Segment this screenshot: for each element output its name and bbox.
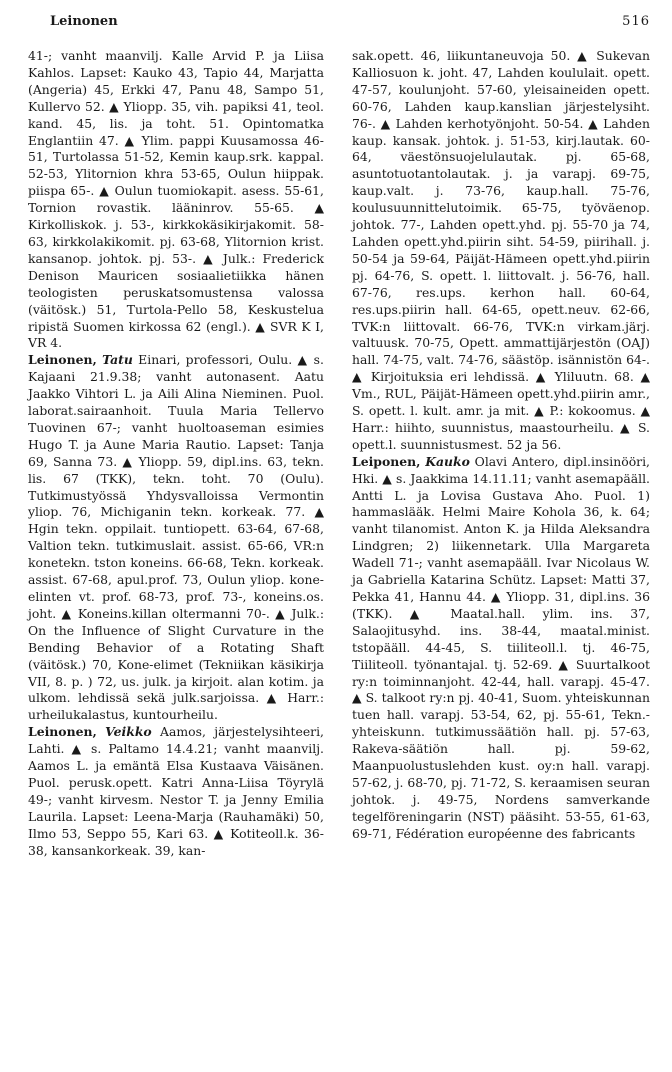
biography-entry-kauko-leiponen <box>352 454 650 843</box>
entry-text: Einari, professori, Oulu. ▲ s. Kajaani 21.9.38; vanht autonasent. Aatu Jaakko Vihtori L. ja Aili Alina Nieminen. Puol. laborat.sairaanhoit. Tuula Maria Tellervo Tuovinen 67-; vanht huoltoaseman esimies Hugo T. ja Aune Maria Rautio. Lapset: Tanja 69, Sanna 73. ▲ Yliopp. 59, dipl.ins. 63, tekn. lis. 67 (TKK), tekn. toht. 70 (Oulu). Tutkimustyössä Yhdysvalloissa Vermontin yliop. 76, Michiganin tekn. korkeak. 77. ▲ Hgin tekn. oppilait. tuntiopett. 63-64, 67-68, Valtion tekn. tutkimuslait. assist. 65-66, VR:n konetekn. tston koneins. 66-68, Tekn. korkeak. assist. 67-68, apul.prof. 73, Oulun yliop. kone-elinten vt. prof. 68-73, prof. 73-, koneins.os. joht. ▲ Koneins.killan oltermanni 70-. ▲ Julk.: On the Influence of Slight Curvature in the Bending Behavior of a Rotating Shaft (väitösk.) 70, Kone-elimet (Tekniikan käsikirja VII, 8. p. ) 72, us. julk. ja kirjoit. alan kotim. ja ulkom. lehdissä sekä julk.sarjoissa. ▲ Harr.: urheilukalastus, kuntourheilu. <box>28 352 324 723</box>
entry-given-name: Tatu <box>102 352 133 368</box>
biography-entry-veikko-leinonen <box>28 724 324 859</box>
entry-given-name: Veikko <box>105 724 152 740</box>
page-number: 516 <box>622 14 650 29</box>
right-column <box>352 48 650 843</box>
entry-text: Olavi Antero, dipl.insinööri, Hki. ▲ s. Jaakkima 14.11.11; vanht asemapääll. Antti L. ja Lovisa Gustava Aho. Puol. 1) hammaslääk. Helmi Maire Kohola 36, k. 64; vanht tilanomist. Anton K. ja Hilda Aleksandra Lindgren; 2) liikennetark. Ulla Margareta Wadell 71-; vanht asemapääll. Ivar Nicolaus W. ja Gabriella Katarina Schütz. Lapset: Matti 37, Pekka 41, Hannu 44. ▲ Yliopp. 31, dipl.ins. 36 (TKK). ▲ Maatal.hall. ylim. ins. 37, Salaojitusyhd. ins. 38-44, maatal.minist. tstopääll. 44-45, S. tiiliteoll.l. tj. 46-75, Tiiliteoll. työnantajal. tj. 52-69. ▲ Suurtalkoot ry:n toiminnanjoht. 42-44, hall. varapj. 45-47. ▲ S. talkoot ry:n pj. 40-41, Suom. yhteiskunnan tuen hall. varapj. 53-54, 62, pj. 55-61, Tekn.-yhteiskunn. tutkimussäätiön hall. pj. 57-63, Rakeva-säätiön hall. pj. 59-62, Maanpuolustuslehden kust. oy:n hall. varapj. 57-62, j. 68-70, pj. 71-72, S. keraamisen seuran johtok. j. 49-75, Nordens samverkande tegelföreningarin (NST) pääsiht. 53-55, 61-63, 69-71, Fédération européenne des fabricants <box>352 453 650 841</box>
entry-surname: Leiponen, <box>352 453 421 469</box>
left-column <box>28 48 324 860</box>
entry-continuation: 41-; vanht maanvilj. Kalle Arvid P. ja Liisa Kahlos. Lapset: Kauko 43, Tapio 44, Marjatta (Angeria) 45, Erkki 47, Panu 48, Sampo 51, Kullervo 52. ▲ Yliopp. 35, vih. papiksi 41, teol. kand. 45, lis. ja toht. 51. Opintomatka Englantiin 47. ▲ Ylim. pappi Kuusamossa 46-51, Turtolassa 51-52, Kemin kaup.srk. kappal. 52-53, Ylitornion khra 53-65, Oulun hiippak. piispa 65-. ▲ Oulun tuomiokapit. asess. 55-61, Tornion rovastik. lääninrov. 55-65. ▲ Kirkolliskok. j. 53-, kirkkokäsikirjakomit. 58-63, kirkkolakikomit. pj. 63-68, Ylitornion krist. kansanop. johtok. pj. 53-. ▲ Julk.: Frederick Denison Mauricen sosiaalietiikka hänen teologisten peruskatsomustensa valossa (väitösk.) 51, Turtola-Pello 58, Keskustelua ripistä Suomen kirkossa 62 (engl.). ▲ SVR K I, VR 4. <box>28 48 324 351</box>
entry-text: Aamos, järjestelysihteeri, Lahti. ▲ s. Paltamo 14.4.21; vanht maanvilj. Aamos L. ja emäntä Elsa Kustaava Väisänen. Puol. perusk.opett. Katri Anna-Liisa Töyrylä 49-; vanht kirvesm. Nestor T. ja Jenny Emilia Laurila. Lapset: Leena-Marja (Rauhamäki) 50, Ilmo 53, Seppo 55, Kari 63. ▲ Kotiteoll.k. 36-38, kansankorkeak. 39, kan- <box>28 724 324 858</box>
entry-continuation: sak.opett. 46, liikuntaneuvoja 50. ▲ Sukevan Kalliosuon k. joht. 47, Lahden koululait. opett. 47-57, koulunjoht. 57-60, yleisaineiden opett. 60-76, Lahden kaup.kanslian järjestelysiht. 76-. ▲ Lahden kerhotyönjoht. 50-54. ▲ Lahden kaup. kansak. johtok. j. 51-53, kirj.lautak. 60-64, väestönsuojelulautak. pj. 65-68, asuntotuotantolautak. j. ja varapj. 69-75, kaup.valt. j. 73-76, kaup.hall. 75-76, koulusuunnittelutoimik. 65-75, työväenop. johtok. 77-, Lahden opett.yhd. pj. 55-70 ja 74, Lahden opett.yhd.piirin siht. 54-59, piirihall. j. 50-54 ja 59-64, Päijät-Hämeen opett.yhd.piirin pj. 64-76, S. opett. l. liittovalt. j. 56-76, hall. 67-76, res.ups. kerhon hall. 60-64, res.ups.piirin hall. 64-65, opett.neuv. 62-66, TVK:n liittovalt. 66-76, TVK:n virkam.järj. valtuusk. 70-75, Opett. ammattijärjestön (OAJ) hall. 74-75, valt. 74-76, säästöp. isännistön 64-. ▲ Kirjoituksia eri lehdissä. ▲ Yliluutn. 68. ▲ Vm., RUL, Päijät-Hämeen opett.yhd.piirin amr., S. opett. l. kult. amr. ja mit. ▲ P.: kokoomus. ▲ Harr.: hiihto, suunnistus, maastourheilu. ▲ S. opett.l. suunnistusmest. 52 ja 56. <box>352 48 650 452</box>
running-head: Leinonen <box>50 14 118 29</box>
entry-surname: Leinonen, <box>28 352 97 368</box>
biography-entry-tatu-leinonen <box>28 352 324 724</box>
entry-given-name: Kauko <box>425 453 470 469</box>
entry-surname: Leinonen, <box>28 724 97 740</box>
